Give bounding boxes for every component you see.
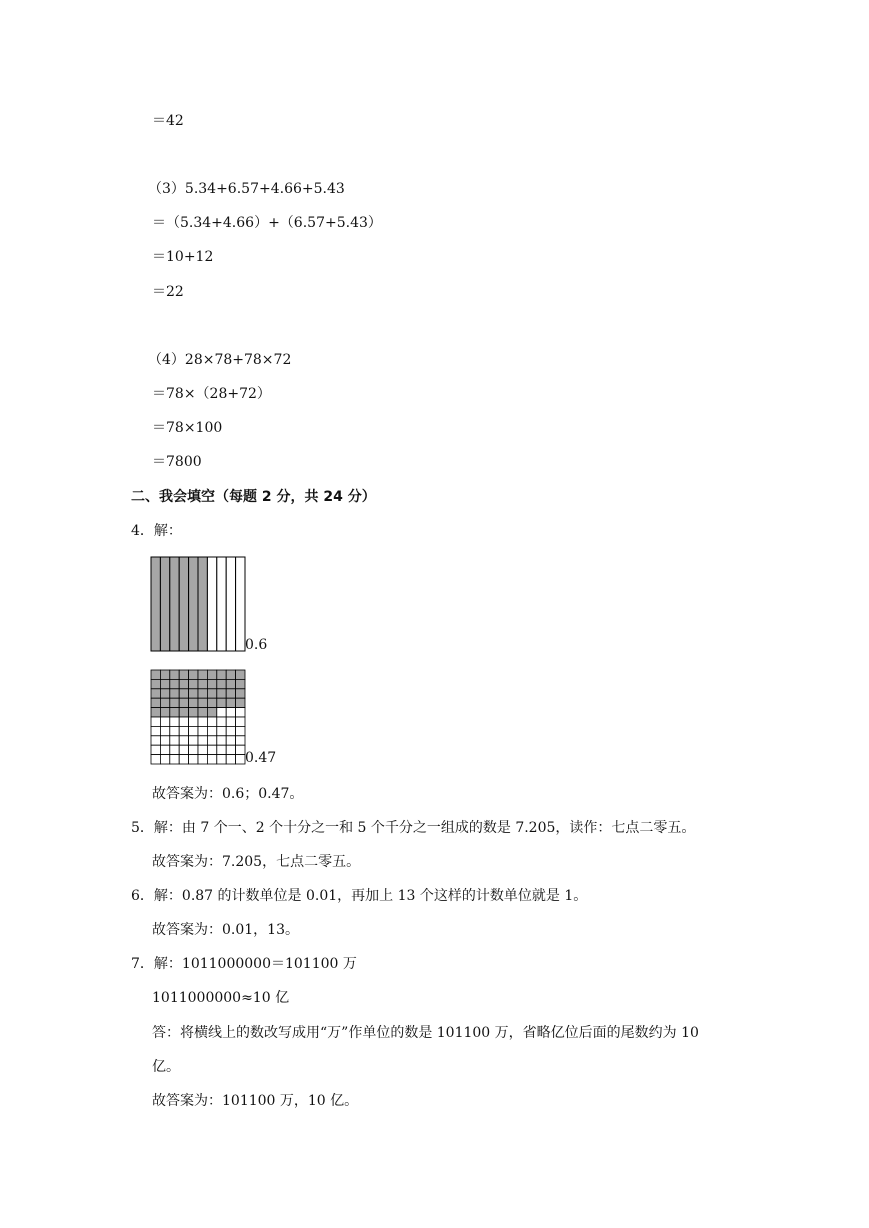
- shaded-cell: [226, 670, 235, 679]
- shaded-cell: [151, 708, 160, 717]
- empty-cell: [151, 736, 160, 745]
- empty-cell: [207, 736, 216, 745]
- shaded-cell: [207, 679, 216, 688]
- empty-cell: [207, 726, 216, 735]
- calc-line: ＝78×100: [152, 420, 223, 436]
- empty-cell: [236, 755, 245, 764]
- shaded-cell: [226, 698, 235, 707]
- empty-cell: [217, 708, 226, 717]
- shaded-strip: [189, 557, 198, 651]
- empty-cell: [207, 755, 216, 764]
- empty-cell: [198, 717, 207, 726]
- empty-cell: [151, 717, 160, 726]
- empty-cell: [207, 717, 216, 726]
- empty-cell: [189, 717, 198, 726]
- empty-cell: [226, 708, 235, 717]
- empty-cell: [179, 726, 188, 735]
- section-heading: 二、我会填空（每题 2 分，共 24 分）: [131, 489, 376, 505]
- empty-strip: [236, 557, 245, 651]
- empty-cell: [226, 736, 235, 745]
- shaded-cell: [198, 670, 207, 679]
- shaded-cell: [189, 679, 198, 688]
- question-7-line-3: 答：将横线上的数改写成用“万”作单位的数是 101100 万，省略亿位后面的尾数约为 10: [152, 1025, 699, 1041]
- shaded-cell: [179, 679, 188, 688]
- empty-cell: [198, 726, 207, 735]
- empty-cell: [189, 755, 198, 764]
- calc-line: ＝10+12: [152, 249, 214, 265]
- shaded-strip: [160, 557, 169, 651]
- shaded-cell: [189, 698, 198, 707]
- empty-cell: [217, 736, 226, 745]
- empty-cell: [179, 745, 188, 754]
- hundredths-grid-figure: [150, 669, 246, 765]
- question-6-answer: 故答案为：0.01，13。: [152, 922, 299, 938]
- shaded-cell: [217, 689, 226, 698]
- empty-cell: [170, 755, 179, 764]
- empty-cell: [151, 745, 160, 754]
- shaded-cell: [207, 670, 216, 679]
- empty-strip: [217, 557, 226, 651]
- shaded-strip: [179, 557, 188, 651]
- empty-cell: [160, 755, 169, 764]
- shaded-cell: [226, 689, 235, 698]
- shaded-cell: [236, 689, 245, 698]
- shaded-cell: [207, 689, 216, 698]
- figure-1-value-label: 0.6: [245, 637, 268, 653]
- empty-cell: [189, 745, 198, 754]
- shaded-cell: [179, 708, 188, 717]
- shaded-cell: [189, 689, 198, 698]
- empty-cell: [179, 717, 188, 726]
- shaded-cell: [179, 670, 188, 679]
- empty-cell: [226, 755, 235, 764]
- shaded-cell: [170, 670, 179, 679]
- shaded-cell: [160, 670, 169, 679]
- shaded-cell: [207, 698, 216, 707]
- empty-cell: [160, 726, 169, 735]
- question-4-answer: 故答案为：0.6；0.47。: [152, 786, 304, 802]
- calc-problem-4: （4）28×78+78×72: [148, 352, 292, 368]
- shaded-cell: [179, 689, 188, 698]
- empty-cell: [160, 745, 169, 754]
- empty-cell: [236, 745, 245, 754]
- empty-cell: [236, 726, 245, 735]
- empty-cell: [226, 726, 235, 735]
- empty-cell: [198, 736, 207, 745]
- shaded-cell: [217, 670, 226, 679]
- shaded-cell: [160, 679, 169, 688]
- question-5-answer: 故答案为：7.205，七点二零五。: [152, 854, 361, 870]
- question-7-line-4: 亿。: [152, 1059, 180, 1075]
- empty-cell: [170, 745, 179, 754]
- calc-line: ＝22: [152, 284, 184, 300]
- shaded-cell: [151, 689, 160, 698]
- shaded-cell: [207, 708, 216, 717]
- shaded-cell: [151, 698, 160, 707]
- shaded-cell: [236, 679, 245, 688]
- empty-cell: [217, 745, 226, 754]
- shaded-cell: [217, 679, 226, 688]
- shaded-cell: [151, 670, 160, 679]
- empty-cell: [170, 726, 179, 735]
- shaded-cell: [170, 708, 179, 717]
- question-6-text: 6．解：0.87 的计数单位是 0.01，再加上 13 个这样的计数单位就是 1。: [131, 888, 588, 904]
- shaded-cell: [170, 689, 179, 698]
- empty-cell: [189, 726, 198, 735]
- empty-cell: [198, 745, 207, 754]
- empty-cell: [217, 726, 226, 735]
- empty-cell: [236, 717, 245, 726]
- empty-strip: [207, 557, 216, 651]
- empty-cell: [170, 717, 179, 726]
- empty-cell: [179, 755, 188, 764]
- shaded-cell: [236, 698, 245, 707]
- question-7-answer: 故答案为：101100 万，10 亿。: [152, 1093, 359, 1109]
- question-5-text: 5．解：由 7 个一、2 个十分之一和 5 个千分之一组成的数是 7.205，读作：七点二零五。: [131, 820, 696, 836]
- empty-cell: [179, 736, 188, 745]
- shaded-strip: [170, 557, 179, 651]
- shaded-cell: [198, 689, 207, 698]
- empty-strip: [226, 557, 235, 651]
- calc-line: ＝7800: [152, 454, 202, 470]
- empty-cell: [236, 736, 245, 745]
- empty-cell: [217, 755, 226, 764]
- shaded-cell: [198, 679, 207, 688]
- shaded-strip: [198, 557, 207, 651]
- empty-cell: [170, 736, 179, 745]
- empty-cell: [151, 726, 160, 735]
- shaded-cell: [160, 708, 169, 717]
- shaded-cell: [217, 698, 226, 707]
- shaded-cell: [236, 670, 245, 679]
- shaded-cell: [189, 670, 198, 679]
- empty-cell: [160, 736, 169, 745]
- figure-2-value-label: 0.47: [245, 750, 277, 766]
- shaded-cell: [160, 689, 169, 698]
- shaded-strip: [151, 557, 160, 651]
- shaded-cell: [226, 679, 235, 688]
- empty-cell: [226, 745, 235, 754]
- question-7-text: 7．解：1011000000＝101100 万: [131, 956, 357, 972]
- empty-cell: [217, 717, 226, 726]
- empty-cell: [160, 717, 169, 726]
- shaded-cell: [198, 698, 207, 707]
- shaded-cell: [189, 708, 198, 717]
- calc-line: ＝（5.34+4.66）+（6.57+5.43）: [152, 215, 382, 231]
- shaded-cell: [170, 679, 179, 688]
- calc-line: ＝42: [152, 113, 184, 129]
- empty-cell: [226, 717, 235, 726]
- empty-cell: [151, 755, 160, 764]
- shaded-cell: [160, 698, 169, 707]
- decimal-strip-figure: [150, 556, 246, 652]
- shaded-cell: [151, 679, 160, 688]
- calc-problem-3: （3）5.34+6.57+4.66+5.43: [148, 181, 345, 197]
- shaded-cell: [198, 708, 207, 717]
- shaded-cell: [179, 698, 188, 707]
- shaded-cell: [170, 698, 179, 707]
- question-7-line-2: 1011000000≈10 亿: [152, 990, 290, 1006]
- empty-cell: [189, 736, 198, 745]
- empty-cell: [236, 708, 245, 717]
- calc-line: ＝78×（28+72）: [152, 386, 271, 402]
- empty-cell: [207, 745, 216, 754]
- empty-cell: [198, 755, 207, 764]
- question-4-label: 4．解：: [131, 523, 182, 539]
